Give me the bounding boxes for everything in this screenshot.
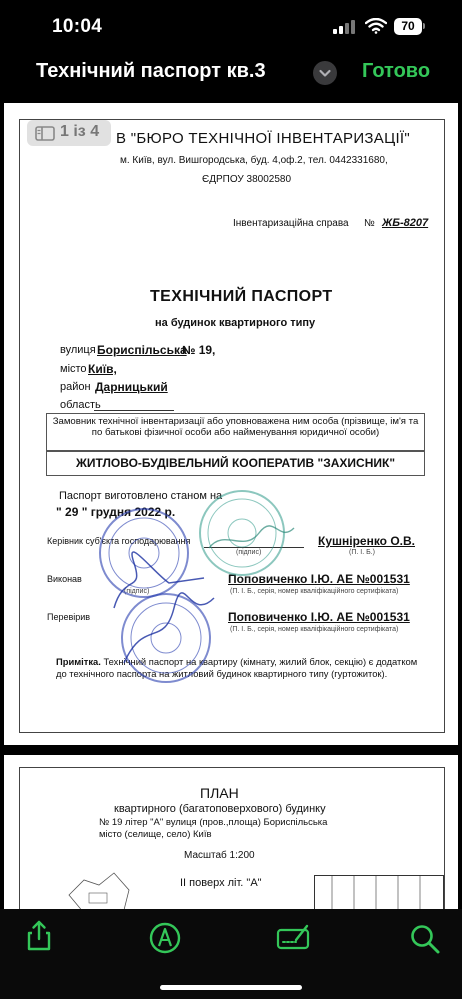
wifi-icon [365,18,387,34]
customer-value: ЖИТЛОВО-БУДІВЕЛЬНИЙ КООПЕРАТИВ "ЗАХИСНИК" [46,450,425,476]
markup-icon[interactable] [148,921,182,955]
exec-caption: (П. І. Б., серія, номер кваліфікаційного сертифіката) [230,588,399,595]
plan-floor: ІІ поверх літ. "А" [180,877,262,889]
org-heading: В "БЮРО ТЕХНІЧНОЇ ІНВЕНТАРИЗАЦІЇ" [116,130,411,147]
blue-stamp-top [100,509,188,597]
case-value: ЖБ-8207 [382,217,429,229]
battery-icon: 70 [394,18,422,35]
street-label: вулиця [60,344,96,356]
green-stamp [200,491,284,575]
district-value: Дарницький [95,380,168,394]
signature-green [209,526,294,548]
document-page-2 [4,755,458,915]
home-indicator[interactable] [160,985,302,990]
region-label: область [60,399,101,411]
org-edrpou: ЄДРПОУ 38002580 [202,174,291,185]
signature-icon[interactable] [276,921,310,955]
blue-stamp-bottom [122,594,210,682]
district-label: район [60,381,91,393]
case-no: № [364,218,375,229]
plan-thumbnail [64,865,134,915]
org-address: м. Київ, вул. Вишгородська, буд. 4,оф.2, тел. 0442331680, [120,155,388,166]
plan-city: місто (селище, село) Київ [99,829,212,840]
passport-subtitle: на будинок квартирного типу [155,317,316,329]
made-label: Паспорт виготовлено станом на [59,490,223,502]
head-label: Керівник суб'єкта господарювання [47,536,191,546]
head-sign-caption: (підпис) [236,549,262,556]
done-button[interactable]: Готово [362,60,431,82]
stamps-and-signatures [4,103,458,745]
document-title[interactable]: Технічний паспорт кв.3 [36,60,266,82]
exec-label: Виконав [47,574,82,584]
check-name: Поповиченко І.Ю. АЕ №001531 [228,610,410,624]
head-name-caption: (П. І. Б.) [349,549,375,556]
case-label: Інвентаризаційна справа [233,218,349,229]
footnote-text: Технічний паспорт на квартиру (кімнату, жилий блок, секцію) є додатком до технічного паспорта на житловий будинок квартирного типу (гуртожиток). [56,656,418,679]
document-page-1 [4,103,458,745]
plan-title: ПЛАН [200,785,239,801]
title-menu-button[interactable] [313,61,337,85]
passport-title: ТЕХНІЧНИЙ ПАСПОРТ [150,288,333,305]
exec-name: Поповиченко І.Ю. АЕ №001531 [228,572,410,586]
plan-subtitle: квартирного (багатоповерхового) будинку [114,803,326,815]
chevron-down-icon [313,61,337,85]
issue-date: " 29 " грудня 2022 р. [56,505,176,519]
check-caption: (П. І. Б., серія, номер кваліфікаційного сертифіката) [230,626,399,633]
head-name: Кушніренко О.В. [318,534,416,548]
city-label: місто [60,363,87,375]
status-bar [0,0,462,54]
city-value: Київ, [88,362,117,376]
street-value: Бориспільська [97,343,187,357]
check-label: Перевірив [47,612,91,622]
search-icon[interactable] [408,922,442,956]
footnote-label: Примітка. [56,656,101,667]
clock: 10:04 [52,16,103,37]
customer-note-box: Замовник технічної інвентаризації або уповноважена ним особа (прізвище, ім'я та по батькові фізичної особи або найменування юридичної особи) [46,413,425,452]
cellular-signal-icon [333,20,355,34]
battery-tip [423,23,425,29]
page-indicator-label: 1 із 4 [60,123,100,140]
exec-sign-caption: (підпис) [124,588,150,595]
page-indicator[interactable] [27,120,111,146]
house-number: № 19, [182,343,216,357]
plan-address: № 19 літер "А" вулиця (пров.,площа) Бориспільська [99,817,328,828]
share-icon[interactable] [22,919,56,953]
plan-scale: Масштаб 1:200 [184,850,255,861]
sidebar-icon [35,126,55,141]
